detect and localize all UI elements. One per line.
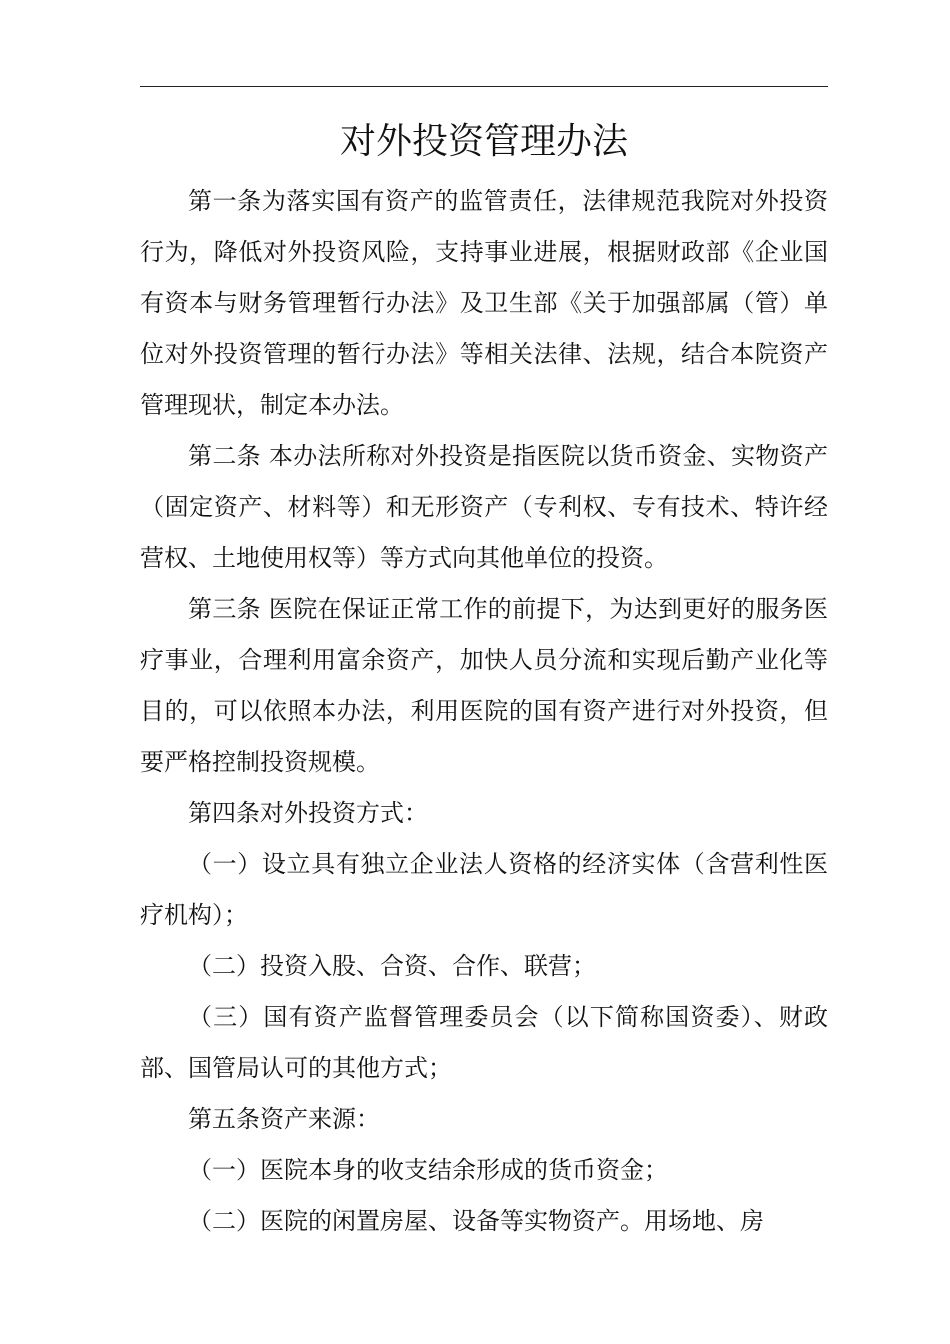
article-1-paragraph: 第一条为落实国有资产的监管责任，法律规范我院对外投资行为，降低对外投资风险，支持事业进展，根据财政部《企业国有资本与财务管理暂行办法》及卫生部《关于加强部属（管）单位对外投资管理的暂行办法》等相关法律、法规，结合本院资产管理现状，制定本办法。: [140, 187, 828, 419]
article-5-heading: 第五条资产来源：: [188, 1105, 380, 1133]
document-body: [140, 176, 828, 1247]
article-2-paragraph: 第二条 本办法所称对外投资是指医院以货币资金、实物资产（固定资产、材料等）和无形资产（专利权、专有技术、特许经营权、土地使用权等）等方式向其他单位的投资。: [140, 442, 828, 572]
document-title: 对外投资管理办法: [339, 121, 628, 162]
article-5-item-1: （一）医院本身的收支结余形成的货币资金；: [188, 1156, 668, 1184]
article-3-paragraph: 第三条 医院在保证正常工作的前提下，为达到更好的服务医疗事业，合理利用富余资产，加快人员分流和实现后勤产业化等目的，可以依照本办法，利用医院的国有资产进行对外投资，但要严格控制投资规模。: [140, 595, 828, 776]
article-4-item-2: （二）投资入股、合资、合作、联营；: [188, 952, 596, 980]
article-4-item-3: （三）国有资产监督管理委员会（以下简称国资委）、财政部、国管局认可的其他方式；: [140, 1003, 828, 1082]
article-5-item-2: （二）医院的闲置房屋、设备等实物资产。用场地、房: [188, 1207, 764, 1235]
article-4-heading: 第四条对外投资方式：: [188, 799, 428, 827]
header-rule: [140, 86, 828, 87]
article-4-item-1: （一）设立具有独立企业法人资格的经济实体（含营利性医疗机构）；: [140, 850, 828, 929]
